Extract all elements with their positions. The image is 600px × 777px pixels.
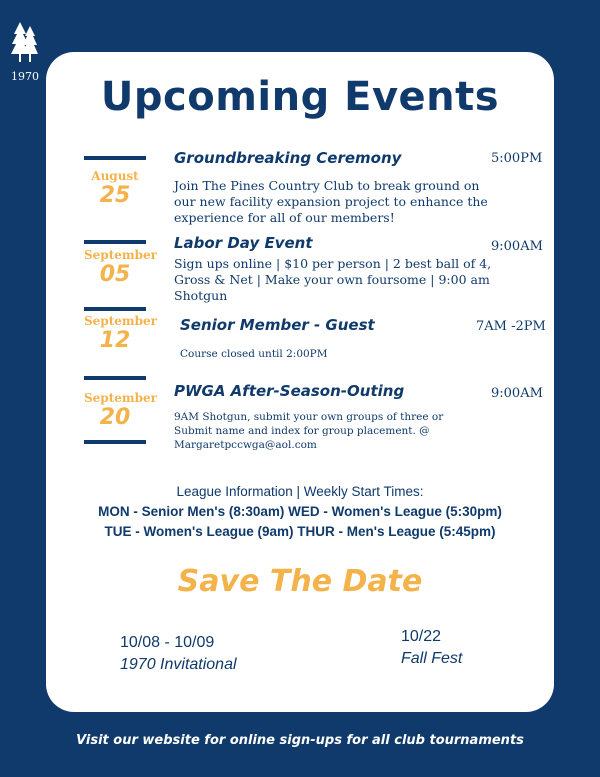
- pine-trees-icon: [10, 20, 40, 66]
- save-date: 10/22: [401, 628, 442, 645]
- event-time: 5:00PM: [491, 151, 543, 166]
- save-event-name: 1970 Invitational: [120, 656, 237, 673]
- league-schedule-line: MON - Senior Men's (8:30am) WED - Women's League (5:30pm): [98, 504, 502, 519]
- footer-website-note: Visit our website for online sign-ups for all club tournaments: [76, 733, 524, 748]
- event-date: [84, 240, 157, 287]
- save-date: 10/08 - 10/09: [120, 634, 215, 651]
- club-logo: [8, 20, 42, 83]
- logo-year: 1970: [11, 70, 39, 83]
- event-day: 25: [99, 183, 131, 208]
- event-day: 20: [99, 405, 131, 430]
- event-month: September: [84, 248, 157, 262]
- divider-bar: [84, 440, 146, 444]
- divider-bar: [84, 307, 146, 311]
- event-month: August: [91, 169, 139, 183]
- event-title: Labor Day Event: [174, 234, 313, 252]
- event-time: 9:00AM: [491, 386, 543, 401]
- divider-bar: [84, 240, 146, 244]
- event-description: Course closed until 2:00PM: [180, 348, 328, 360]
- page-title: Upcoming Events: [100, 74, 500, 120]
- event-description: 9AM Shotgun, submit your own groups of three or Submit name and index for group placement. @ Margaretpccwga@aol.com: [174, 411, 444, 451]
- event-date: [84, 376, 157, 444]
- event-title: PWGA After-Season-Outing: [174, 382, 405, 400]
- event-date: [84, 307, 157, 353]
- divider-bar: [84, 376, 146, 380]
- save-the-date-heading: Save The Date: [177, 564, 423, 599]
- event-day: 05: [99, 262, 131, 287]
- event-date: [84, 156, 146, 208]
- event-time: 9:00AM: [491, 239, 543, 254]
- save-event-name: Fall Fest: [401, 650, 463, 667]
- event-day: 12: [99, 328, 131, 353]
- events-card: [46, 52, 554, 712]
- event-description: Join The Pines Country Club to break ground on our new facility expansion project to enhance the experience for all of our members!: [174, 178, 488, 225]
- save-the-date-item: [401, 626, 462, 670]
- league-info: [46, 482, 554, 542]
- league-heading: League Information | Weekly Start Times:: [176, 484, 424, 499]
- event-description: Sign ups online | $10 per person | 2 best ball of 4, Gross & Net | Make your own foursome | 9:00 am Shotgun: [174, 256, 492, 303]
- event-title: Senior Member - Guest: [180, 316, 375, 334]
- divider-bar: [84, 156, 146, 160]
- event-month: September: [84, 391, 157, 405]
- event-title: Groundbreaking Ceremony: [174, 149, 402, 167]
- save-the-date-item: [120, 632, 237, 676]
- league-schedule-line: TUE - Women's League (9am) THUR - Men's League (5:45pm): [104, 524, 496, 539]
- event-time: 7AM -2PM: [476, 319, 546, 334]
- event-month: September: [84, 314, 157, 328]
